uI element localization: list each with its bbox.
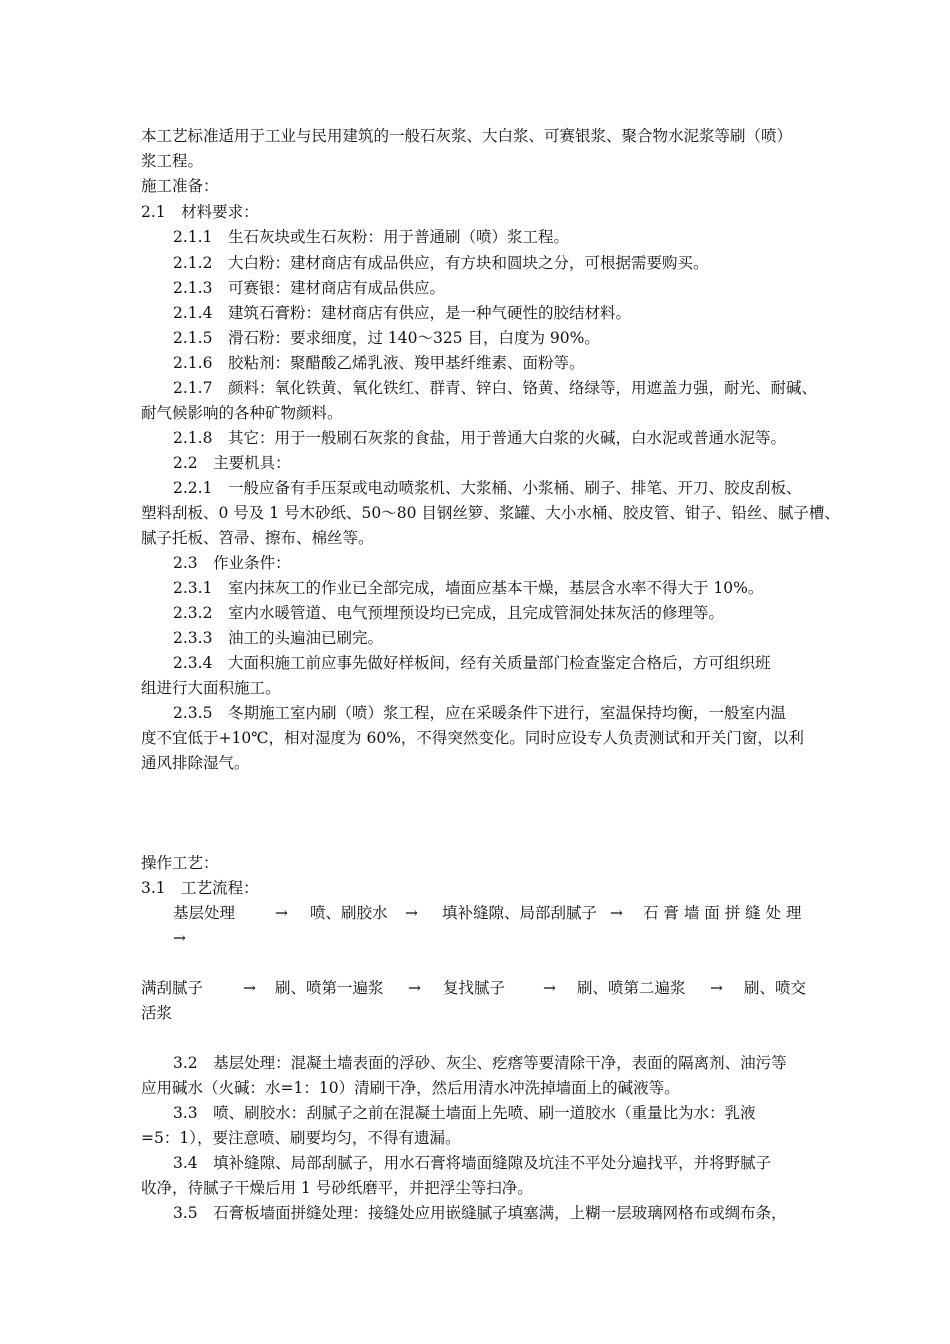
clause-2-1-4: 2.1.4 建筑石膏粉：建材商店有供应，是一种气硬性的胶结材料。 — [173, 304, 631, 322]
section-heading-operation: 操作工艺： — [141, 854, 219, 872]
clause-2-1-6: 2.1.6 胶粘剂：聚醋酸乙烯乳液、羧甲基纤维素、面粉等。 — [173, 354, 585, 372]
clause-2-1-7: 2.1.7 颜料：氧化铁黄、氧化铁红、群青、锌白、铬黄、络绿等，用遮盖力强，耐光、耐碱、 — [173, 379, 817, 397]
flow-step-final-coat-cont: 活浆 — [141, 1004, 173, 1022]
clause-2-1-1: 2.1.1 生石灰块或生石灰粉：用于普通刷（喷）浆工程。 — [173, 228, 569, 246]
flow-step-spray-glue: 喷、刷胶水 — [310, 904, 388, 922]
clause-2-3-1: 2.3.1 室内抹灰工的作业已全部完成，墙面应基本干燥，基层含水率不得大于 10%。 — [173, 579, 764, 597]
clause-2-1-8: 2.1.8 其它：用于一般刷石灰浆的食盐，用于普通大白浆的火碱，白水泥或普通水泥等。 — [173, 429, 786, 447]
flow-step-recheck-putty: 复找腻子 — [443, 979, 506, 997]
clause-2-1-5: 2.1.5 滑石粉：要求细度，过 140～325 目，白度为 90%。 — [173, 329, 600, 347]
flow-step-second-coat: 刷、喷第二遍浆 — [577, 979, 686, 997]
flow-step-joint-treatment: 石 膏 墙 面 拼 缝 处 理 — [643, 904, 802, 922]
flow-arrow-icon: → — [543, 979, 556, 997]
clause-2-2-1: 2.2.1 一般应备有手压泵或电动喷浆机、大浆桶、小浆桶、刷子、排笔、开刀、胶皮刮板、 — [173, 479, 802, 497]
clause-2-3-5: 2.3.5 冬期施工室内刷（喷）浆工程，应在采暖条件下进行，室温保持均衡，一般室内温 — [173, 704, 786, 722]
section-heading-prep: 施工准备： — [141, 177, 219, 195]
clause-3-1: 3.1 工艺流程： — [141, 879, 259, 897]
clause-2-2-1-cont-1: 塑料刮板、0 号及 1 号木砂纸、50～80 目钢丝箩、浆罐、大小水桶、胶皮管、钳子、铅丝、腻子槽、 — [141, 504, 840, 522]
clause-2-3-2: 2.3.2 室内水暖管道、电气预埋预设均已完成，且完成管洞处抹灰活的修理等。 — [173, 604, 724, 622]
flow-arrow-icon: → — [408, 979, 421, 997]
clause-2-2-1-cont-2: 腻子托板、笤帚、擦布、棉丝等。 — [141, 529, 374, 547]
clause-2-3-5-cont-2: 通风排除湿气。 — [141, 754, 250, 772]
flow-arrow-icon: → — [173, 929, 186, 947]
flow-step-base-treatment: 基层处理 — [173, 904, 236, 922]
flow-arrow-icon: → — [243, 979, 256, 997]
flow-arrow-icon: → — [405, 904, 418, 922]
clause-3-2-cont: 应用碱水（火碱：水=1：10）清刷干净，然后用清水冲洗掉墙面上的碱液等。 — [141, 1079, 680, 1097]
flow-step-first-coat: 刷、喷第一遍浆 — [275, 979, 384, 997]
clause-3-2: 3.2 基层处理：混凝土墙表面的浮砂、灰尘、疙瘩等要清除干净，表面的隔离剂、油污等 — [173, 1054, 787, 1072]
clause-2-3-4: 2.3.4 大面积施工前应事先做好样板间，经有关质量部门检查鉴定合格后，方可组织班 — [173, 654, 771, 672]
flow-arrow-icon: → — [710, 979, 723, 997]
flow-arrow-icon: → — [275, 904, 288, 922]
clause-2-3-5-cont-1: 度不宜低于+10℃，相对湿度为 60%，不得突然变化。同时应设专人负责测试和开关门窗，以利 — [141, 729, 804, 747]
clause-3-5: 3.5 石膏板墙面拼缝处理：接缝处应用嵌缝腻子填塞满，上糊一层玻璃网格布或绸布条， — [173, 1204, 787, 1222]
clause-2-2: 2.2 主要机具： — [173, 454, 291, 472]
clause-2-3-4-cont: 组进行大面积施工。 — [141, 679, 281, 697]
clause-3-3-cont: =5：1），要注意喷、刷要均匀，不得有遗漏。 — [141, 1129, 461, 1147]
clause-3-4: 3.4 填补缝隙、局部刮腻子，用水石膏将墙面缝隙及坑洼不平处分遍找平，并将野腻子 — [173, 1154, 772, 1172]
flow-step-fill-gaps: 填补缝隙、局部刮腻子 — [442, 904, 598, 922]
clause-2-1-7-cont: 耐气候影响的各种矿物颜料。 — [141, 404, 343, 422]
clause-2-1-2: 2.1.2 大白粉：建材商店有成品供应，有方块和圆块之分，可根据需要购买。 — [173, 254, 709, 272]
flow-arrow-icon: → — [610, 904, 623, 922]
intro-line-1: 本工艺标准适用于工业与民用建筑的一般石灰浆、大白浆、可赛银浆、聚合物水泥浆等刷（喷） — [141, 127, 793, 145]
clause-3-4-cont: 收净，待腻子干燥后用 1 号砂纸磨平，并把浮尘等扫净。 — [141, 1179, 533, 1197]
intro-line-2: 浆工程。 — [141, 152, 204, 170]
clause-3-3: 3.3 喷、刷胶水：刮腻子之前在混凝土墙面上先喷、刷一道胶水（重量比为水：乳液 — [173, 1104, 756, 1122]
flow-step-final-coat: 刷、喷交 — [744, 979, 807, 997]
clause-2-3-3: 2.3.3 油工的头遍油已刷完。 — [173, 629, 383, 647]
clause-2-3: 2.3 作业条件： — [173, 554, 291, 572]
clause-2-1-3: 2.1.3 可赛银：建材商店有成品供应。 — [173, 279, 445, 297]
clause-2-1: 2.1 材料要求： — [141, 203, 259, 221]
flow-step-full-putty: 满刮腻子 — [141, 979, 204, 997]
